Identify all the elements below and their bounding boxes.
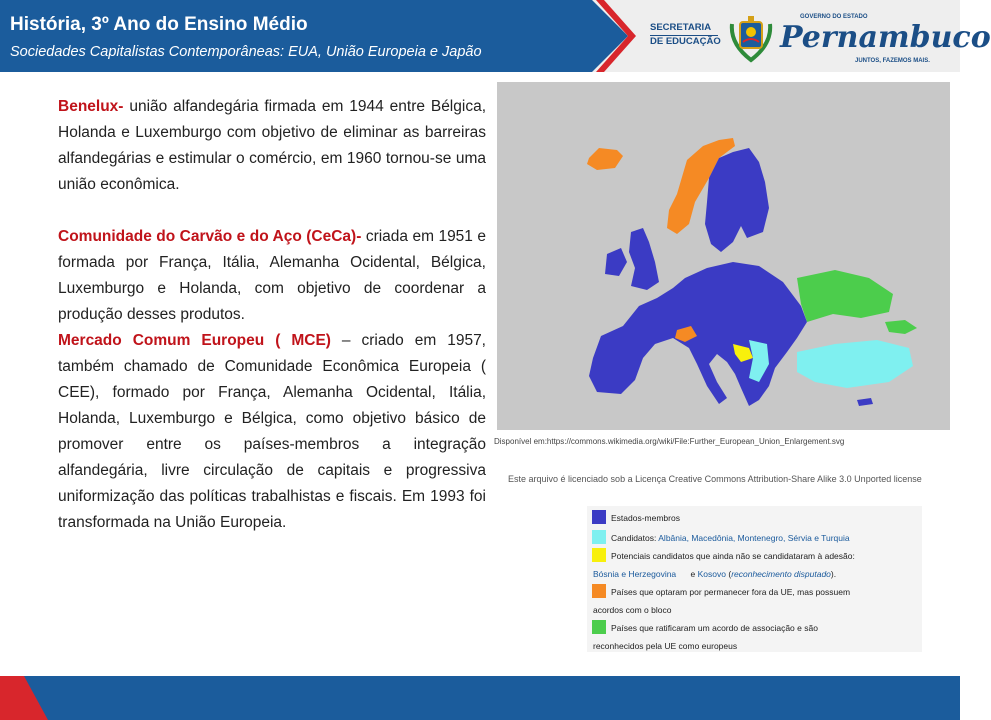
legend-candidates-list: Albânia, Macedônia, Montenegro, Sérvia e Turquia [658,533,850,543]
legend-candidates-prefix: Candidatos: [611,533,659,543]
state-name: Pernambuco [780,20,991,55]
page-title: História, 3º Ano do Ensino Médio [10,14,308,35]
legend-swatch-members [592,510,606,524]
europe-map [497,82,950,430]
legend-swatch-candidates [592,530,606,544]
header [0,0,991,72]
state-crest-icon [728,14,774,64]
secretaria-divider [650,35,718,36]
footer-bar [0,676,960,720]
mce-paragraph [58,328,486,536]
legend-kosovo: Kosovo [697,569,726,579]
legend-swatch-potential [592,548,606,562]
benelux-term: Benelux- [58,98,124,115]
map-credit: Disponível em:https://commons.wikimedia.org/wiki/File:Further_European_Union_Enlargement.svg [494,437,845,446]
legend-candidates [611,532,941,544]
benelux-text: união alfandegária firmada em 1944 entre Bélgica, Holanda e Luxemburgo com objetivo de eliminar as barreiras alfandegárias e estimular o comércio, em 1960 tornou-se uma união econômica. [58,98,486,193]
legend-disputed: reconhecimento disputado [731,569,831,579]
legend-association: Países que ratificaram um acordo de associação e são [611,623,818,633]
header-title-band [0,0,628,72]
map-license: Este arquivo é licenciado sob a Licença Creative Commons Attribution-Share Alike 3.0 Unported license [508,474,922,484]
mce-text: – criado em 1957, também chamado de Comunidade Econômica Europeia ( CEE), formado por França, Alemanha Ocidental, Itália, Holanda, Luxemburgo e Bélgica, como objetivo básico de promover entre os países-membros a integração alfandegária, livre circulação de capitais e progressiva uniformização das políticas trabalhistas e fiscais. Em 1993 foi transformada na União Europeia. [58,332,486,531]
ceca-term: Comunidade do Carvão e do Aço (CeCa)- [58,228,362,245]
legend-swatch-outside [592,584,606,598]
gov-label: GOVERNO DO ESTADO [800,14,868,20]
legend-bosnia: Bósnia e Herzegovina [593,569,677,579]
mce-term: Mercado Comum Europeu ( MCE) [58,332,331,349]
state-slogan: JUNTOS, FAZEMOS MAIS. [855,58,930,64]
legend-potential: Potenciais candidatos que ainda não se candidataram à adesão: [611,551,855,561]
legend-paren-close: ). [830,569,837,579]
map-legend [587,506,922,652]
legend-members: Estados-membros [611,513,680,523]
legend-outside-line2: acordos com o bloco [593,605,672,615]
legend-association-line2: reconhecidos pela UE como europeus [593,641,738,651]
benelux-paragraph [58,94,486,198]
secretaria-line1: SECRETARIA [650,22,712,33]
ceca-text: criada em 1951 e formada por França, Itália, Alemanha Ocidental, Bélgica, Luxemburgo e Holanda, com objetivo de coordenar a produção desses produtos. [58,228,486,323]
secretaria-line2: DE EDUCAÇÃO [650,36,721,47]
ceca-paragraph [58,224,486,328]
page-subtitle: Sociedades Capitalistas Contemporâneas: EUA, União Europeia e Japão [10,44,482,60]
legend-potential-line2 [593,568,923,580]
main-text [58,94,486,536]
legend-and: e [688,569,698,579]
legend-swatch-association [592,620,606,634]
legend-outside: Países que optaram por permanecer fora da UE, mas possuem [611,587,851,597]
legend-paren-open: ( [725,569,732,579]
